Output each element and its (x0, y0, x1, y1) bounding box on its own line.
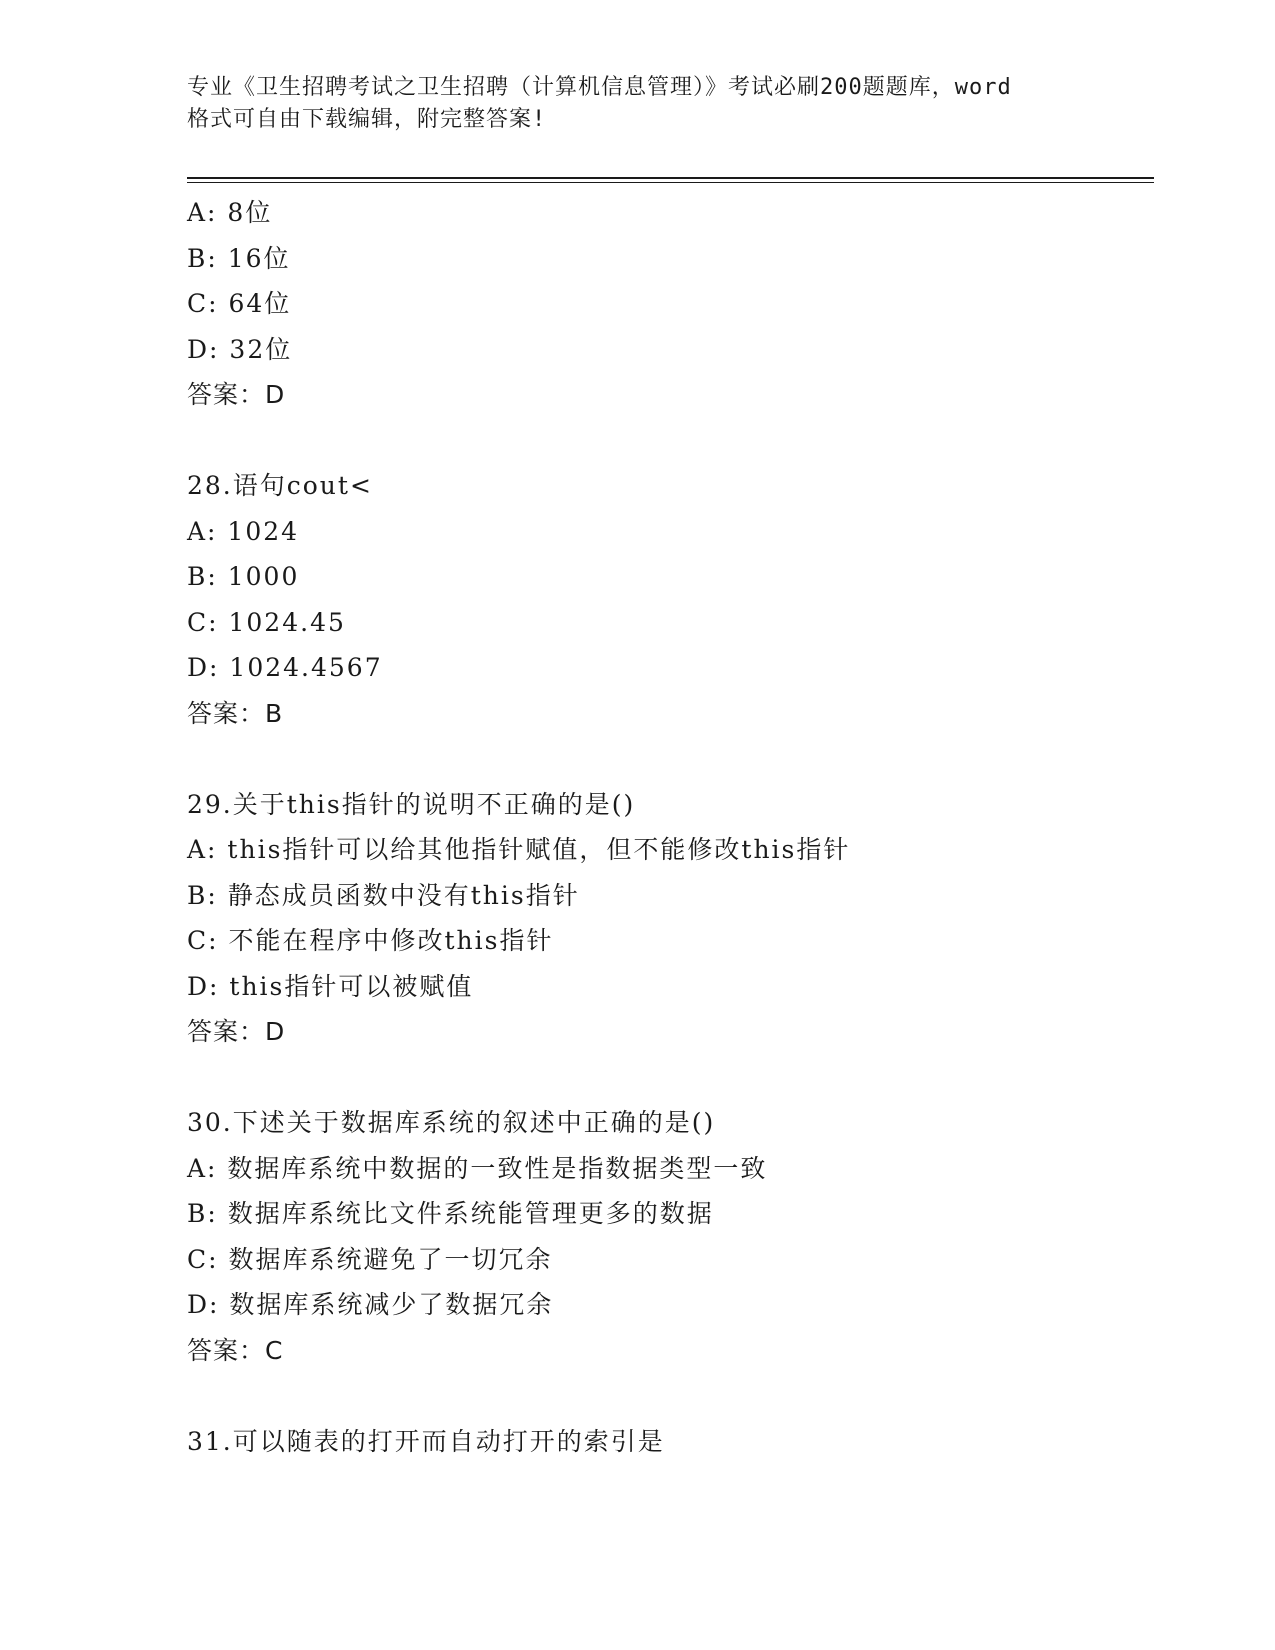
question-text: 28.语句cout< (187, 471, 373, 500)
header-line-2: 格式可自由下载编辑，附完整答案! (187, 107, 547, 132)
option-d: D: 32位 (187, 334, 293, 364)
option-c: C: 数据库系统避免了一切冗余 (187, 1244, 553, 1274)
option-a: A: this指针可以给其他指针赋值，但不能修改this指针 (187, 835, 851, 864)
question-28 (187, 463, 1147, 736)
spacer (187, 418, 1147, 464)
option-b: B: 1000 (187, 562, 300, 591)
option-d: D: this指针可以被赋值 (187, 971, 474, 1001)
question-31 (187, 1419, 1147, 1465)
spacer (187, 1373, 1147, 1419)
document-header (187, 72, 1087, 136)
header-divider-thin (187, 182, 1154, 183)
question-text: 30.下述关于数据库系统的叙述中正确的是() (187, 1108, 716, 1137)
header-divider-thick (187, 177, 1154, 179)
question-30 (187, 1100, 1147, 1373)
option-d: D: 数据库系统减少了数据冗余 (187, 1290, 554, 1319)
option-d: D: 1024.4567 (187, 653, 383, 682)
answer: 答案：B (187, 698, 284, 728)
option-a: A: 1024 (187, 516, 300, 546)
question-text: 29.关于this指针的说明不正确的是() (187, 789, 636, 819)
question-text: 31.可以随表的打开而自动打开的索引是 (187, 1426, 665, 1456)
spacer (187, 736, 1147, 782)
option-a: A: 8位 (187, 198, 273, 227)
question-list (187, 190, 1147, 1464)
option-b: B: 16位 (187, 243, 291, 273)
spacer (187, 1055, 1147, 1101)
option-c: C: 不能在程序中修改this指针 (187, 926, 554, 955)
option-b: B: 数据库系统比文件系统能管理更多的数据 (187, 1199, 714, 1228)
option-a: A: 数据库系统中数据的一致性是指数据类型一致 (187, 1153, 768, 1183)
header-line-1: 专业《卫生招聘考试之卫生招聘（计算机信息管理）》考试必刷200题题库，word (187, 75, 1012, 100)
answer: 答案：C (187, 1335, 284, 1365)
option-c: C: 64位 (187, 289, 292, 318)
option-b: B: 静态成员函数中没有this指针 (187, 880, 580, 910)
answer: 答案：D (187, 380, 286, 409)
question-27 (187, 190, 1147, 418)
question-29 (187, 782, 1147, 1055)
answer: 答案：D (187, 1017, 286, 1046)
option-c: C: 1024.45 (187, 607, 346, 637)
